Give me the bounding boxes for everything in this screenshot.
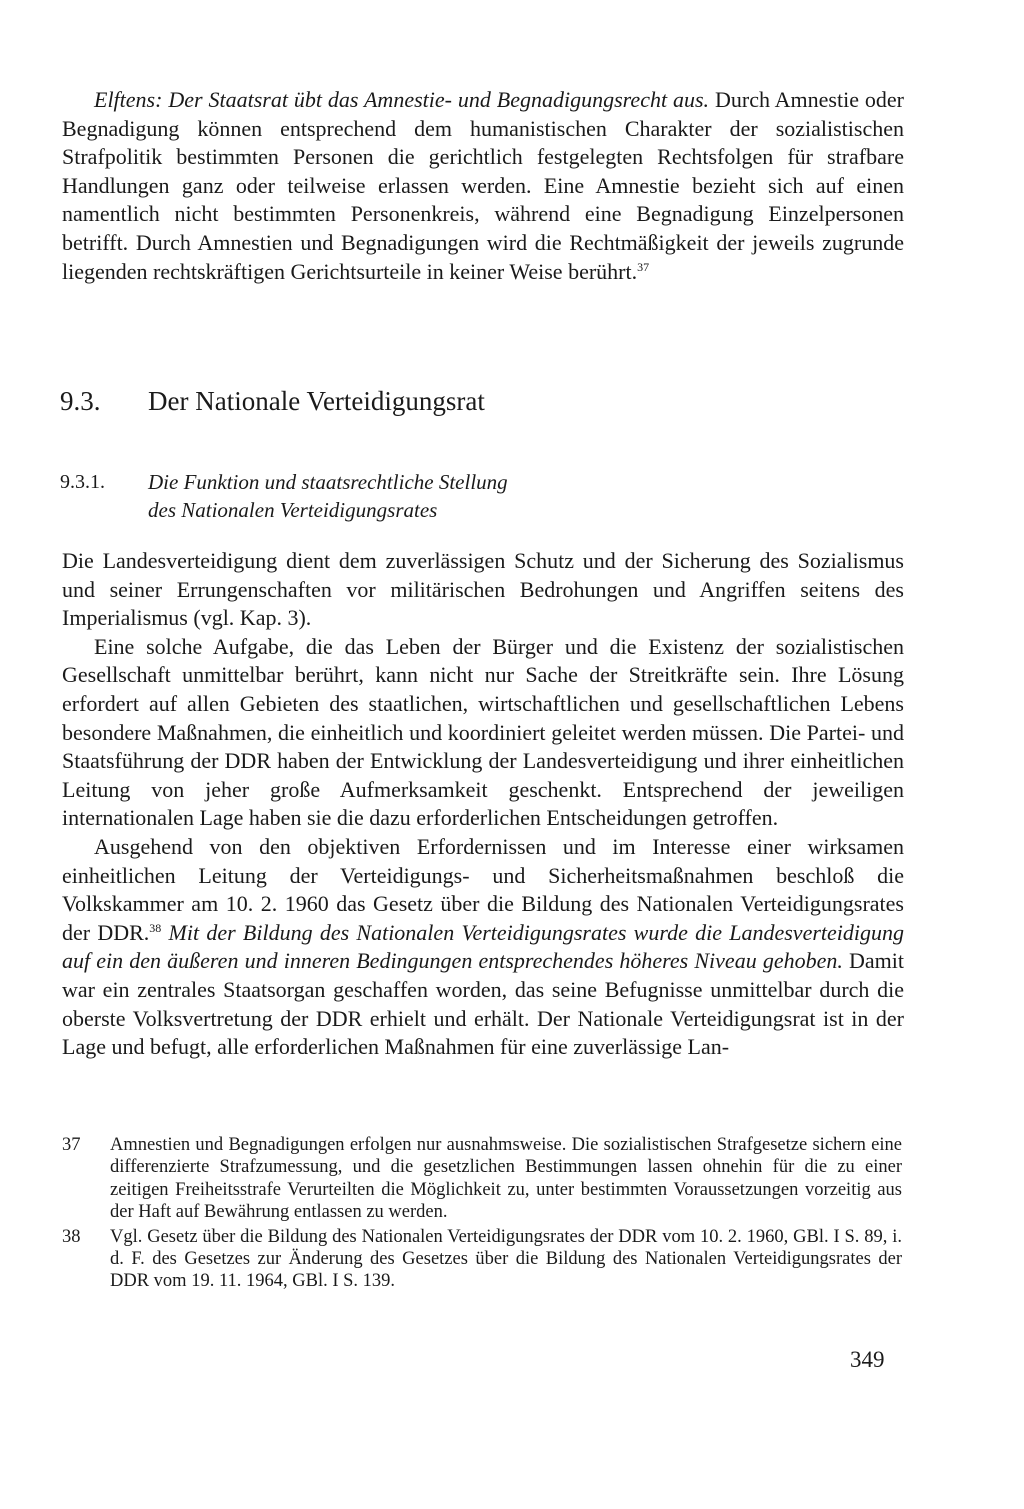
intro-text: Durch Amnestie oder Begnadigung können entsprechend dem humanistischen Charakter der sozialistischen Strafpolitik bestimmten Personen die gerichtlich festgelegten Rechtsfolgen für strafbare Handlungen ganz oder teilweise erlassen werden. Eine Amnestie bezieht sich auf einen namentlich nicht bestimmten Personenkreis, während eine Begnadigung Einzelpersonen betrifft. Durch Amnestien und Begnadigungen wird die Rechtmäßigkeit der jeweils zugrunde liegenden rechtskräftigen Gerichtsurteile in keiner Weise berührt. bbox=[62, 87, 904, 284]
footnotes bbox=[62, 1134, 902, 1295]
footnote-number: 38 bbox=[62, 1226, 81, 1247]
paragraph-3-start: Ausgehend von den objektiven Erfordernissen und im Interesse einer wirksamen einheitlichen Leitung der Verteidigungs- und Sicherheitsmaßnahmen beschloß die Volkskammer am 10. 2. 1960 das Gesetz über die Bildung des Nationalen Verteidigungsrates der DDR. bbox=[62, 833, 904, 945]
paragraph-2: Eine solche Aufgabe, die das Leben der Bürger und die Existenz der sozialistischen Gesellschaft unmittelbar berührt, kann nicht nur Sache der Streitkräfte sein. Ihre Lösung erfordert auf allen Gebieten des staatlichen, wirtschaftlichen und gesellschaftlichen Lebens besondere Maßnahmen, die einheitlich und koordiniert geleitet werden müssen. Die Partei- und Staatsführung der DDR haben der Entwicklung der Landesverteidigung und ihrer einheitlichen Leitung von jeher große Aufmerksamkeit geschenkt. Entsprechend der jeweiligen internationalen Lage haben sie die dazu erforderlichen Entscheidungen getroffen. bbox=[62, 633, 904, 831]
footnote-text: Vgl. Gesetz über die Bildung des Nationalen Verteidigungsrates der DDR vom 10. 2. 1960, GBl. I S. 89, i. d. F. des Gesetzes zur Änderung des Gesetzes über die Bildung des Nationalen Verteidigungsrates der DDR vom 19. 11. 1964, GBl. I S. 139. bbox=[110, 1226, 902, 1292]
footnote-37 bbox=[62, 1134, 902, 1224]
footnote-ref-38[interactable]: 38 bbox=[149, 920, 162, 935]
intro-label: Elftens: bbox=[94, 87, 163, 112]
page-number: 349 bbox=[850, 1347, 885, 1372]
footnote-ref-37[interactable]: 37 bbox=[637, 259, 650, 274]
intro-paragraph bbox=[62, 86, 904, 286]
paragraph-3-end: Damit war ein zentrales Staatsorgan geschaffen worden, das seine Befugnisse unmittelbar durch die oberste Volksvertretung der DDR erhielt und erhält. Der Nationale Verteidigungsrat ist in der Lage und befugt, alle erforderlichen Maßnahmen für eine zuverlässige Lan- bbox=[62, 948, 904, 1060]
section-heading bbox=[60, 384, 485, 418]
subsection-title bbox=[148, 468, 708, 524]
subsection-title-line1: Die Funktion und staatsrechtliche Stellung bbox=[148, 470, 508, 494]
paragraph-3 bbox=[62, 833, 904, 1062]
subsection-title-line2: des Nationalen Verteidigungsrates bbox=[148, 498, 438, 522]
intro-lead: Der Staatsrat übt das Amnestie- und Begnadigungsrecht aus. bbox=[168, 87, 710, 112]
paragraph-1: Die Landesverteidigung dient dem zuverlässigen Schutz und der Sicherung des Sozialismus und seiner Errungenschaften vor militärischen Bedrohungen und Angriffen seitens des Imperialismus (vgl. Kap. 3). bbox=[62, 548, 904, 631]
section-title: Der Nationale Verteidigungsrat bbox=[148, 386, 485, 416]
section-number: 9.3. bbox=[60, 386, 101, 416]
subsection-number: 9.3.1. bbox=[60, 471, 105, 493]
footnote-38 bbox=[62, 1226, 902, 1293]
footnote-number: 37 bbox=[62, 1135, 81, 1155]
footnote-text: Amnestien und Begnadigungen erfolgen nur ausnahmsweise. Die sozialistischen Strafgesetze sichern eine differenzierte Strafzumessung, und die gesetzlichen Bestimmungen lassen ohnehin für die zu einer zeitigen Freiheitsstrafe Verurteilten die Möglichkeit zu, unter bestimmten Voraussetzungen vorzeitig aus der Haft auf Bewährung entlassen zu werden. bbox=[110, 1135, 902, 1223]
main-text bbox=[62, 547, 904, 1062]
paragraph-3-emphasis: Mit der Bildung des Nationalen Verteidigungsrates wurde die Landesverteidigung auf ein den äußeren und inneren Bedingungen entsprechendes höheres Niveau gehoben. bbox=[62, 919, 904, 974]
